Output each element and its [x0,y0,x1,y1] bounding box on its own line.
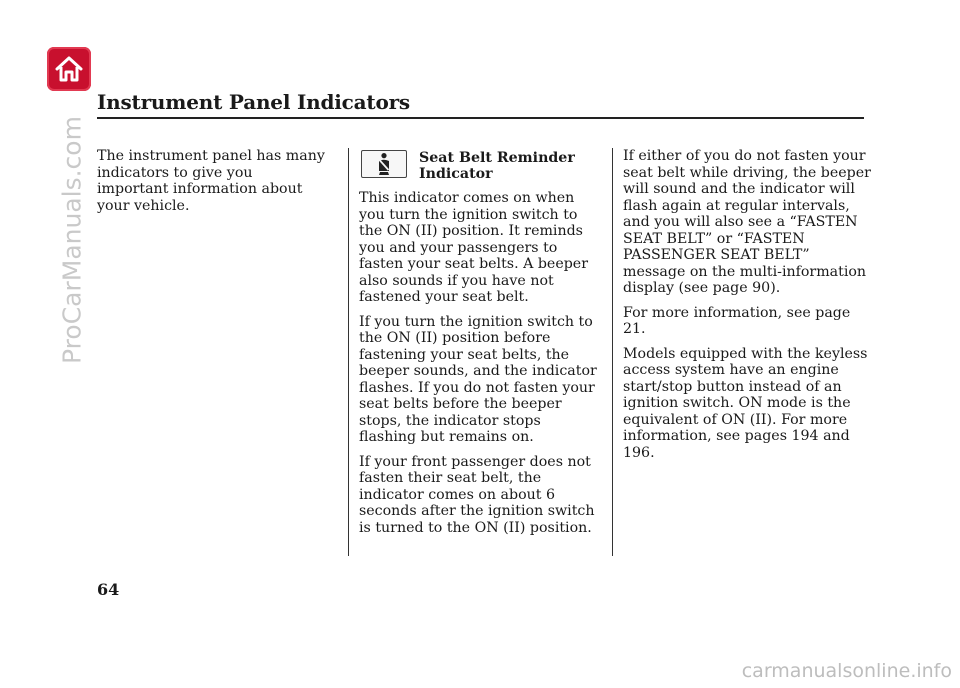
column-continued [623,148,871,469]
page-number: 64 [97,580,120,599]
page-title: Instrument Panel Indicators [97,90,410,114]
seat-belt-paragraph-1: This indicator comes on when you turn the ignition switch to the ON (II) position. It reminds you and your passengers to fasten your seat belts. A beeper also sounds if you have not fastened your seat belt. [359,190,588,305]
continued-paragraph-3: Models equipped with the keyless access system have an engine start/stop button instead of an ignition switch. ON mode is the equivalent of ON (II). For more information, see pages 194 and 196. [623,345,868,461]
seat-belt-icon [373,152,395,176]
title-divider [97,117,864,119]
indicator-heading [359,148,601,190]
indicator-icon-box [361,150,407,178]
column-seat-belt [359,148,601,544]
home-button[interactable] [47,47,91,91]
left-watermark-text: ProCarManuals.com [57,116,87,364]
column-intro [97,148,325,222]
seat-belt-paragraph-2: If you turn the ignition switch to the ON (II) position before fastening your seat belts, the beeper sounds, and the indicator flashes. If you do not fasten your seat belts before the beeper stops, the indicator stops flashing but remains on. [359,313,597,445]
continued-paragraph-2: For more information, see page 21. [623,304,851,337]
home-icon [53,53,85,85]
intro-paragraph: The instrument panel has many indicators to give you important information about your vehicle. [97,148,325,214]
column-divider-1 [348,148,349,556]
continued-paragraph-1: If either of you do not fasten your seat belt while driving, the beeper will sound and the indicator will flash again at regular intervals, and you will also see a “FASTEN SEAT BELT” or “FASTEN PASSENGER SEAT BELT” message on the multi-information display (see page 90). [623,148,871,296]
bottom-watermark: carmanualsonline.info [741,660,952,682]
seat-belt-paragraph-3: If your front passenger does not fasten their seat belt, the indicator comes on about 6 seconds after the ignition switch is turned to the ON (II) position. [359,453,595,536]
indicator-title: Seat Belt Reminder Indicator [419,150,575,182]
column-divider-2 [612,148,613,556]
